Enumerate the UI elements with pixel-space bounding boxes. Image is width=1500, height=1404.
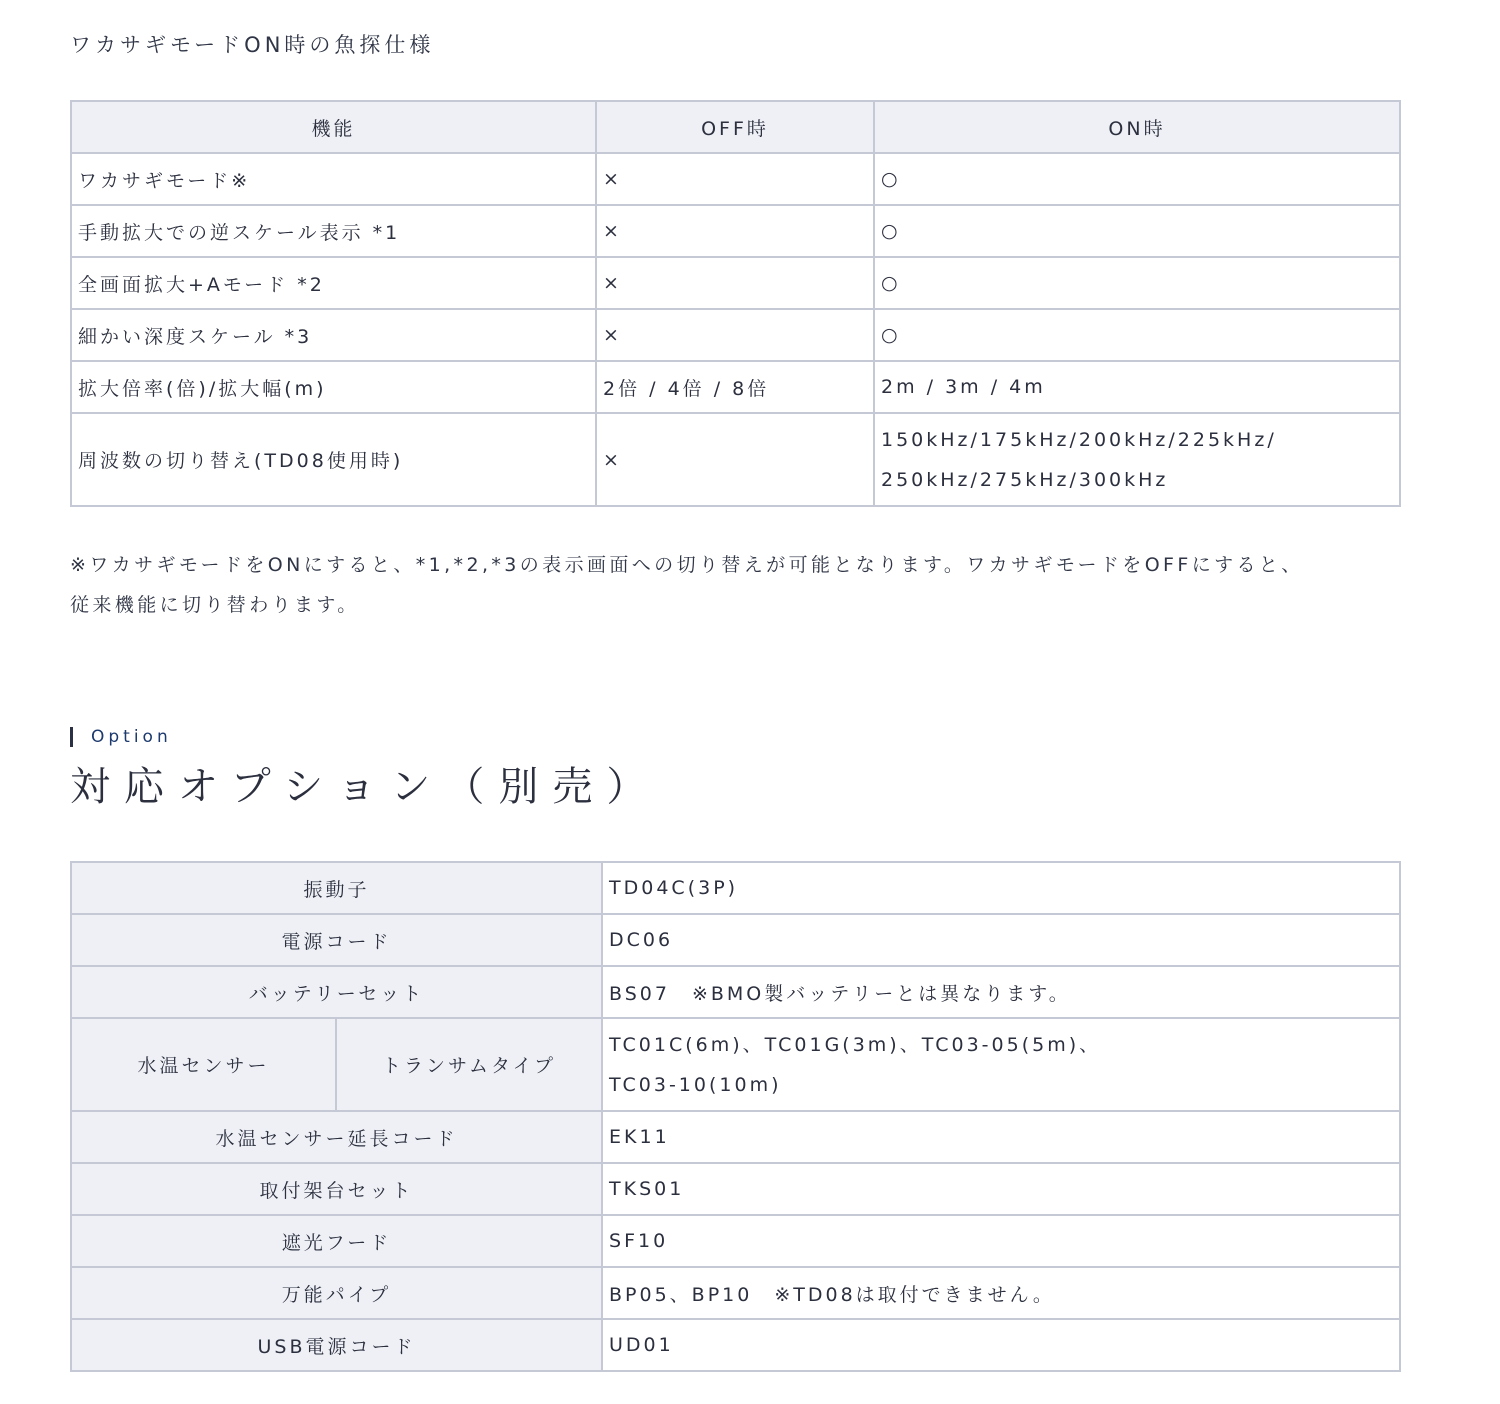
- table-row: [71, 361, 1400, 413]
- option-value: DC06: [602, 914, 1400, 966]
- table-row: [71, 257, 1400, 309]
- table-row: [71, 153, 1400, 205]
- option-label: 取付架台セット: [71, 1163, 602, 1215]
- table-row: [71, 1163, 1400, 1215]
- on-cell-line: 250kHz/275kHz/300kHz: [881, 468, 1169, 491]
- spec-section-title: ワカサギモードON時の魚探仕様: [70, 33, 435, 57]
- table-row: [71, 1267, 1400, 1319]
- table-row: [71, 1111, 1400, 1163]
- feature-cell: ワカサギモード※: [71, 153, 596, 205]
- option-heading: 対応オプション（別売）: [70, 764, 661, 810]
- option-value-line: TC03-10(10m): [609, 1073, 782, 1096]
- feature-cell: 手動拡大での逆スケール表示 *1: [71, 205, 596, 257]
- table-row: [71, 1018, 1400, 1111]
- off-cell: 2倍 / 4倍 / 8倍: [596, 361, 874, 413]
- option-label: 万能パイプ: [71, 1267, 602, 1319]
- feature-cell: 周波数の切り替え(TD08使用時): [71, 413, 596, 506]
- option-eyebrow: [70, 725, 172, 749]
- option-value: BP05、BP10 ※TD08は取付できません。: [602, 1267, 1400, 1319]
- option-value: TD04C(3P): [602, 862, 1400, 914]
- feature-cell: 拡大倍率(倍)/拡大幅(m): [71, 361, 596, 413]
- option-label: 水温センサー延長コード: [71, 1111, 602, 1163]
- off-cell: ×: [596, 153, 874, 205]
- option-value-line: TC01C(6m)、TC01G(3m)、TC03-05(5m)、: [609, 1033, 1102, 1056]
- off-cell: ×: [596, 309, 874, 361]
- option-value: TKS01: [602, 1163, 1400, 1215]
- spec-header-row: [71, 101, 1400, 153]
- option-value: [602, 1018, 1400, 1111]
- feature-cell: 細かい深度スケール *3: [71, 309, 596, 361]
- feature-cell: 全画面拡大+Aモード *2: [71, 257, 596, 309]
- spec-note: [70, 545, 1399, 625]
- on-cell: 2m / 3m / 4m: [874, 361, 1400, 413]
- on-cell: [874, 413, 1400, 506]
- option-label: 遮光フード: [71, 1215, 602, 1267]
- option-label: 電源コード: [71, 914, 602, 966]
- on-cell: ○: [874, 309, 1400, 361]
- eyebrow-bar: [70, 727, 73, 747]
- table-row: [71, 966, 1400, 1018]
- off-cell: ×: [596, 205, 874, 257]
- option-value: UD01: [602, 1319, 1400, 1371]
- spec-table: [70, 100, 1401, 507]
- on-cell: ○: [874, 257, 1400, 309]
- off-cell: ×: [596, 413, 874, 506]
- on-cell-line: 150kHz/175kHz/200kHz/225kHz/: [881, 428, 1277, 451]
- note-line: 従来機能に切り替わります。: [70, 594, 360, 616]
- on-cell: ○: [874, 153, 1400, 205]
- option-label: 振動子: [71, 862, 602, 914]
- option-value: SF10: [602, 1215, 1400, 1267]
- on-cell: ○: [874, 205, 1400, 257]
- option-sublabel: トランサムタイプ: [336, 1018, 602, 1111]
- eyebrow-text: Option: [91, 727, 172, 747]
- option-value: BS07 ※BMO製バッテリーとは異なります。: [602, 966, 1400, 1018]
- option-label: バッテリーセット: [71, 966, 602, 1018]
- table-row: [71, 309, 1400, 361]
- table-row: [71, 1319, 1400, 1371]
- option-table: [70, 861, 1401, 1372]
- table-row: [71, 862, 1400, 914]
- option-label: USB電源コード: [71, 1319, 602, 1371]
- table-row: [71, 914, 1400, 966]
- table-row: [71, 413, 1400, 506]
- option-label: 水温センサー: [71, 1018, 336, 1111]
- option-value: EK11: [602, 1111, 1400, 1163]
- table-row: [71, 1215, 1400, 1267]
- column-header-on: ON時: [874, 101, 1400, 153]
- column-header-feature: 機能: [71, 101, 596, 153]
- off-cell: ×: [596, 257, 874, 309]
- table-row: [71, 205, 1400, 257]
- column-header-off: OFF時: [596, 101, 874, 153]
- note-line: ※ワカサギモードをONにすると、*1,*2,*3の表示画面への切り替えが可能となります。ワカサギモードをOFFにすると、: [70, 554, 1304, 576]
